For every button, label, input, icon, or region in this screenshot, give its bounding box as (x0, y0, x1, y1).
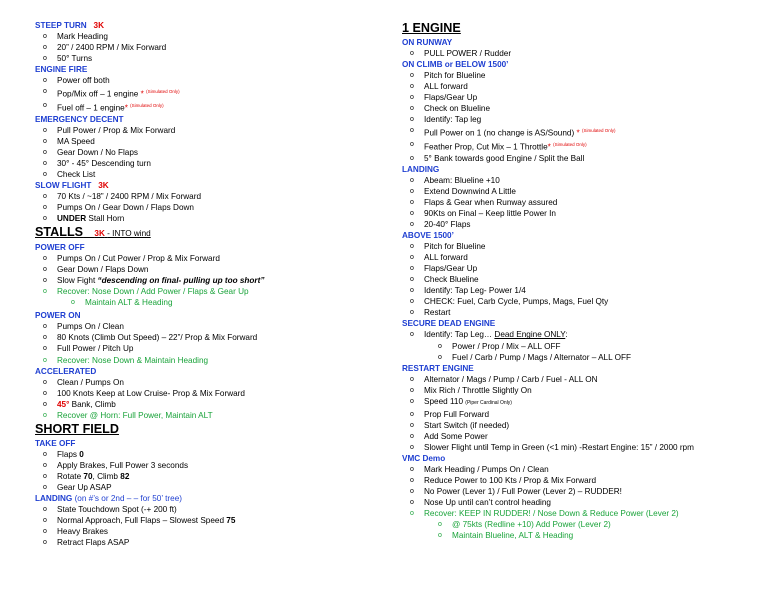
list-item: o @ 75kts (Redline +10) Add Power (Lever 2) (438, 520, 611, 530)
list-item: o 30° - 45° Descending turn (43, 158, 151, 168)
right-column (402, 20, 762, 541)
above-1500-heading: ABOVE 1500’ (402, 231, 454, 241)
list-item: o Identify: Tap Leg- Power 1/4 (410, 286, 526, 296)
list-item: o Flaps/Gear Up (410, 264, 478, 274)
list-item: o Gear Down / Flaps Down (43, 265, 149, 275)
take-off-heading: TAKE OFF (35, 438, 76, 448)
list-item: o 100 Knots Keep at Low Cruise- Prop & Mix Forward (43, 388, 245, 398)
list-item: o Pitch for Blueline (410, 71, 486, 81)
list-item: o Reduce Power to 100 Kts / Prop & Mix Forward (410, 475, 597, 485)
power-on-heading: POWER ON (35, 311, 81, 321)
list-item: o Recover: Nose Down / Add Power / Flaps & Gear Up (43, 287, 249, 297)
left-column (35, 20, 380, 548)
list-item: o Start Switch (if needed) (410, 420, 510, 430)
list-item: o Restart (410, 308, 451, 318)
list-item: o Slower Flight until Temp in Green (<1 min) -Restart Engine: 15” / 2000 rpm (410, 442, 694, 452)
list-item: o 20” / 2400 RPM / Mix Forward (43, 43, 167, 53)
list-item: o 70 Kts / ~18” / 2400 RPM / Mix Forward (43, 191, 202, 201)
list-item: o Rotate 70, Climb 82 (43, 471, 130, 481)
slow-flight-heading: SLOW FLIGHT 3K (35, 180, 109, 190)
list-item: o Fuel / Carb / Pump / Mags / Alternator – ALL OFF (438, 352, 631, 362)
short-field-heading: SHORT FIELD (35, 421, 119, 436)
list-item: o Power / Prop / Mix – ALL OFF (438, 341, 561, 351)
accelerated-heading: ACCELERATED (35, 366, 97, 376)
list-item: o Identify: Tap Leg… Dead Engine ONLY: (410, 330, 568, 340)
list-item: o Check Blueline (410, 275, 479, 285)
list-item: o 20-40° Flaps (410, 220, 471, 230)
list-item: o Identify: Tap leg (410, 115, 482, 125)
list-item: o CHECK: Fuel, Carb Cycle, Pumps, Mags, Fuel Qty (410, 297, 609, 307)
restart-engine-heading: RESTART ENGINE (402, 363, 474, 373)
list-item: o Recover @ Horn: Full Power, Maintain ALT (43, 410, 213, 420)
climb-heading: ON CLIMB or BELOW 1500’ (402, 60, 509, 70)
list-item: o ALL forward (410, 253, 468, 263)
list-item: o Slow Fight “descending on final- pulling up too short” (43, 276, 265, 286)
list-item: o Normal Approach, Full Flaps – Slowest Speed 75 (43, 515, 236, 525)
list-item: o MA Speed (43, 136, 95, 146)
emergency-decent-heading: EMERGENCY DECENT (35, 114, 124, 124)
list-item: o Recover: Nose Down & Maintain Heading (43, 355, 209, 365)
list-item: o 5° Bank towards good Engine / Split the Ball (410, 153, 585, 163)
list-item: o Pop/Mix off – 1 engine * $^{(Simulated Only)}$ (43, 88, 180, 99)
list-item: o Extend Downwind A Little (410, 186, 516, 196)
list-item: o 45° Bank, Climb (43, 399, 116, 409)
list-item: o Pumps On / Cut Power / Prop & Mix Forward (43, 254, 220, 264)
list-item: o Check on Blueline (410, 104, 490, 114)
list-item: o Add Some Power (410, 431, 488, 441)
list-item: o Flaps & Gear when Runway assured (410, 197, 558, 207)
list-item: o Maintain ALT & Heading (71, 298, 173, 308)
list-item: o UNDER Stall Horn (43, 214, 125, 224)
vmc-demo-heading: VMC Demo (402, 453, 446, 463)
list-item: o 80 Knots (Climb Out Speed) – 22”/ Prop & Mix Forward (43, 333, 258, 343)
list-item: o Gear Up ASAP (43, 482, 112, 492)
list-item: o Mark Heading / Pumps On / Clean (410, 464, 549, 474)
landing-heading: LANDING (on #’s or 2nd – – for 50’ tree) (35, 493, 182, 503)
list-item: o Flaps/Gear Up (410, 93, 478, 103)
list-item: o Check List (43, 169, 96, 179)
list-item: o 90Kts on Final – Keep little Power In (410, 209, 556, 219)
engine-fire-heading: ENGINE FIRE (35, 65, 88, 75)
list-item: o Abeam: Blueline +10 (410, 175, 500, 185)
list-item: o Maintain Blueline, ALT & Heading (438, 531, 574, 541)
list-item: o Pitch for Blueline (410, 242, 486, 252)
list-item: o Full Power / Pitch Up (43, 344, 134, 354)
list-item: o Recover: KEEP IN RUDDER! / Nose Down & Reduce Power (Lever 2) (410, 509, 679, 519)
list-item: o Flaps 0 (43, 449, 84, 459)
steep-turn-heading: STEEP TURN 3K (35, 21, 105, 30)
list-item: o Pumps On / Gear Down / Flaps Down (43, 203, 194, 213)
list-item: o 50° Turns (43, 54, 93, 64)
power-off-heading: POWER OFF (35, 243, 85, 253)
list-item: o Power off both (43, 76, 110, 86)
list-item: o Heavy Brakes (43, 527, 108, 537)
stalls-heading: STALLS 3K - INTO wind (35, 225, 151, 240)
list-item: o Fuel off – 1 engine* $^{(Simulated Only)}$ (43, 101, 164, 113)
list-item: o Pull Power on 1 (no change is AS/Sound) * $^{(Simulated Only)}$ (410, 127, 616, 139)
list-item: o Feather Prop, Cut Mix – 1 Throttle* $^{(Simulated Only)}$ (410, 141, 587, 152)
list-item: o Alternator / Mags / Pump / Carb / Fuel - ALL ON (410, 374, 598, 384)
list-item: o No Power (Lever 1) / Full Power (Lever 2) – RUDDER! (410, 487, 622, 497)
list-item: o PULL POWER / Rudder (410, 49, 512, 58)
list-item: o State Touchdown Spot (-+ 200 ft) (43, 504, 177, 514)
list-item: o Nose Up until can’t control heading (410, 498, 551, 508)
on-runway-heading: ON RUNWAY (402, 38, 453, 47)
list-item: o Mark Heading (43, 32, 108, 41)
list-item: o Gear Down / No Flaps (43, 147, 138, 157)
landing-heading: LANDING (402, 164, 440, 174)
list-item: o Pumps On / Clean (43, 322, 124, 332)
list-item: o Clean / Pumps On (43, 377, 124, 387)
list-item: o Prop Full Forward (410, 409, 490, 419)
list-item: o Pull Power / Prop & Mix Forward (43, 125, 176, 135)
list-item: o ALL forward (410, 82, 468, 92)
one-engine-heading: 1 ENGINE (402, 21, 461, 35)
secure-dead-engine-heading: SECURE DEAD ENGINE (402, 319, 496, 329)
list-item: o Retract Flaps ASAP (43, 538, 130, 548)
list-item: o Mix Rich / Throttle Slightly On (410, 385, 532, 395)
list-item: o Speed 110 (Piper Cardinal Only) (410, 396, 512, 406)
list-item: o Apply Brakes, Full Power 3 seconds (43, 460, 189, 470)
